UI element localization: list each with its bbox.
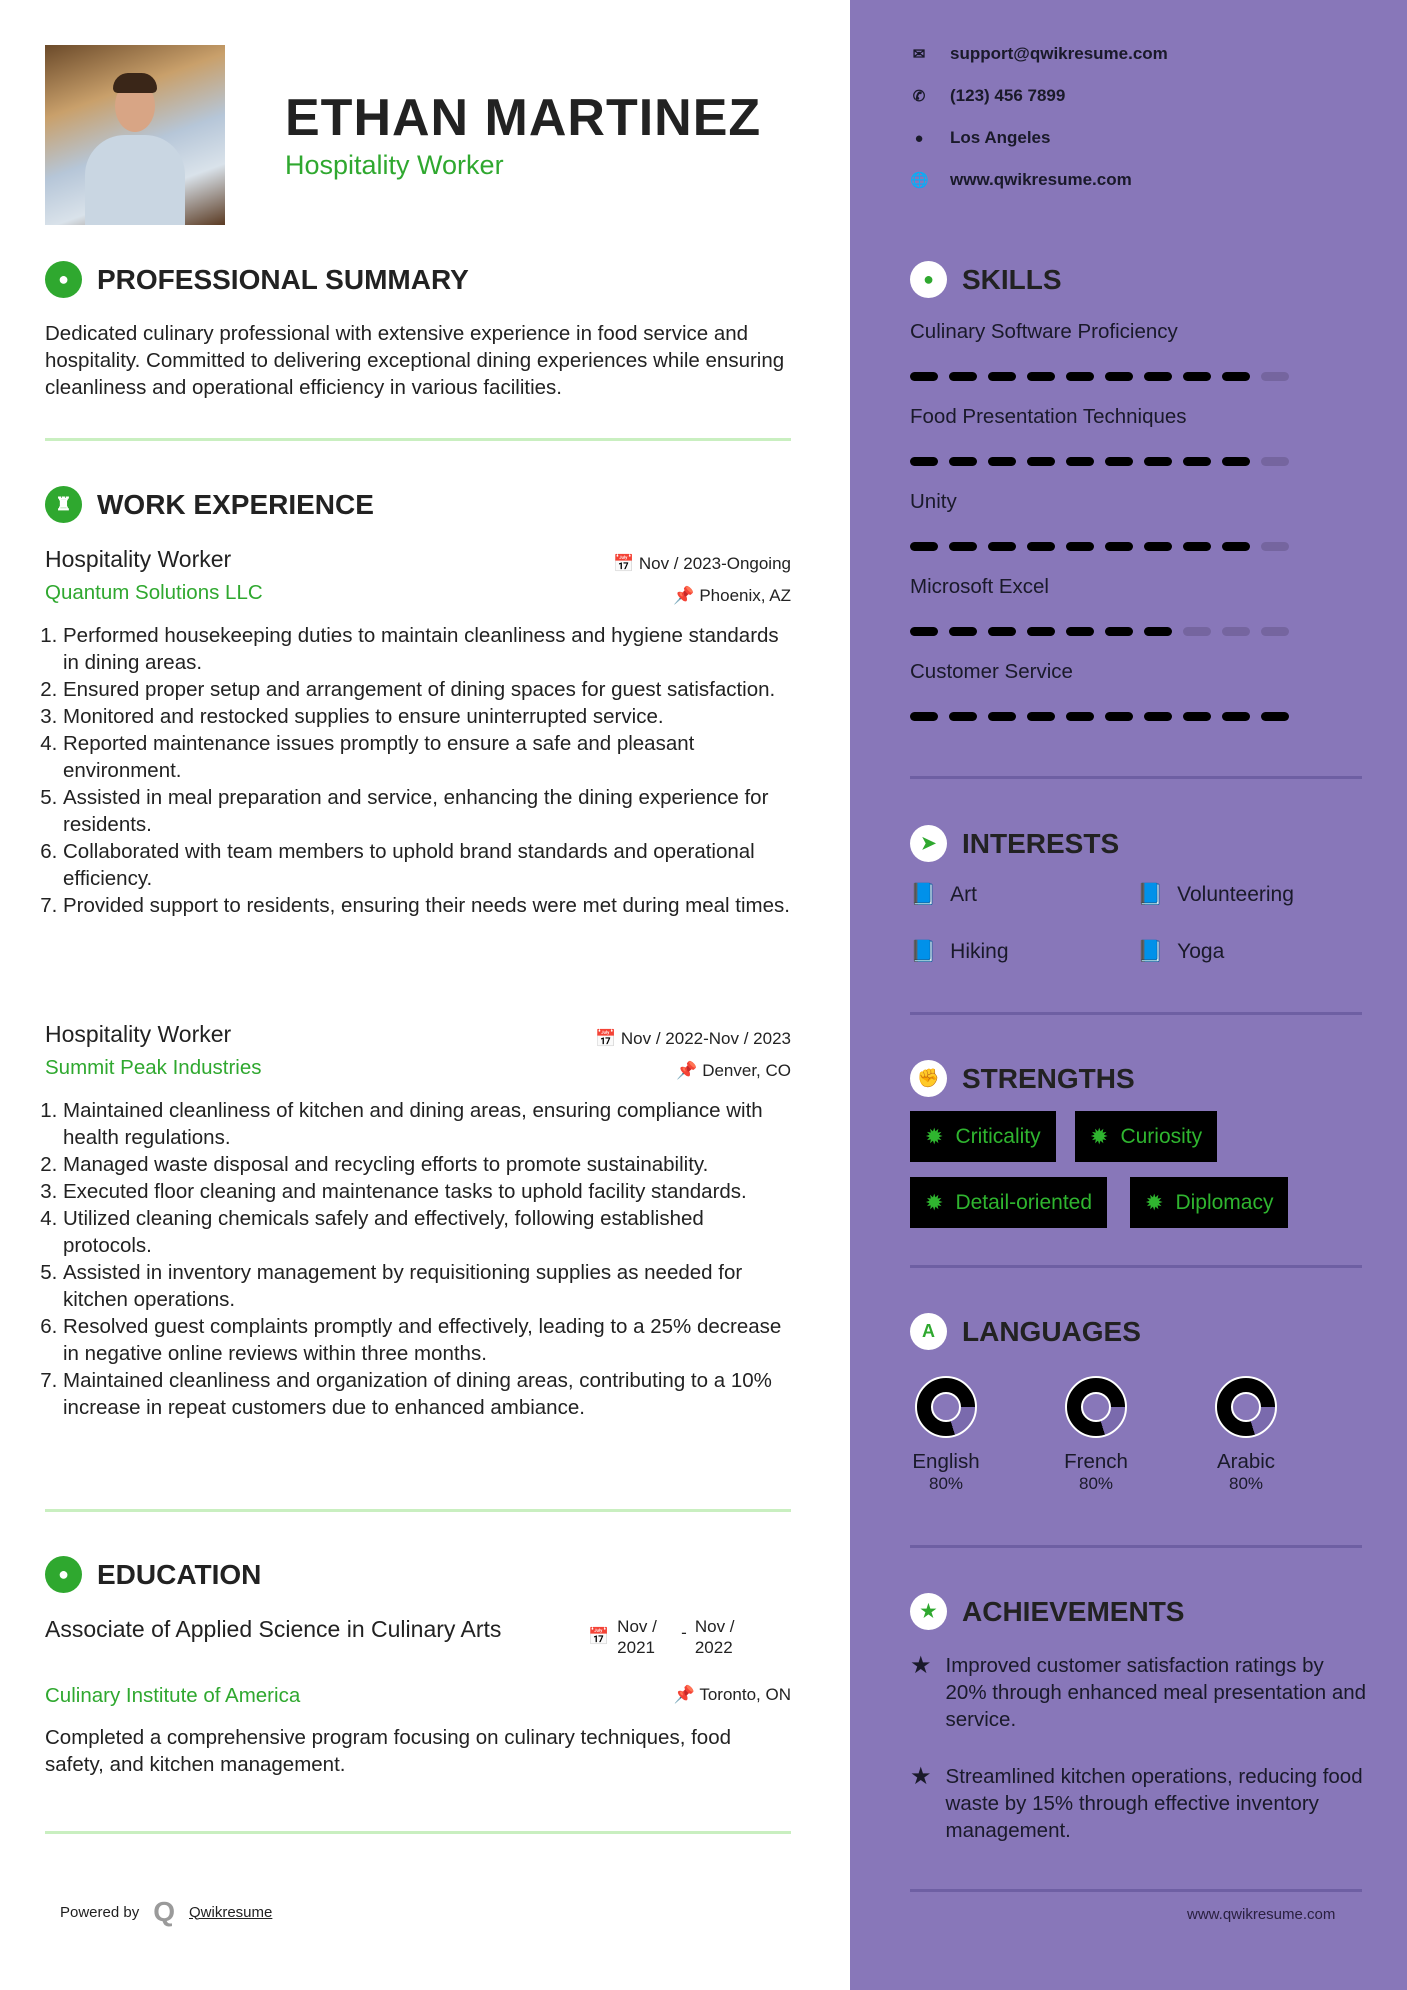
skill-segment [1261,712,1289,721]
interest-item [910,883,977,907]
interest-label: Art [950,883,977,906]
languages-heading-text: LANGUAGES [962,1315,1141,1347]
skill-segment [988,372,1016,381]
bullet: 1. Maintained cleanliness of kitchen and dining areas, ensuring compliance with health regulations. [63,1097,791,1151]
language-name: Arabic [1216,1450,1276,1473]
skill-segment [988,457,1016,466]
badge-icon: ✹ [1090,1123,1109,1149]
calendar-icon: 📅 [594,1029,617,1048]
summary-heading [45,261,469,298]
website-text[interactable]: www.qwikresume.com [950,170,1132,189]
skill-segment [1183,372,1211,381]
skills-list [910,320,1289,721]
skill-segment [1066,542,1094,551]
skill-segment [949,627,977,636]
star-icon: ★ [910,1763,932,1790]
powered-by [60,1896,272,1928]
divider [45,438,791,441]
lightbulb-icon: ● [910,261,947,298]
skill-segment [1027,457,1055,466]
education-description: Completed a comprehensive program focusing on culinary techniques, food safety, and kitchen management. [45,1726,731,1776]
divider [910,1545,1362,1548]
pin-icon: 📌 [676,1061,698,1080]
strength-label: Diplomacy [1175,1190,1274,1214]
skill-segment [1027,712,1055,721]
skill-item [910,660,1289,721]
language-name: English [912,1450,980,1473]
strength-tag [1075,1111,1217,1162]
sidebar [850,0,1407,1990]
skill-segment [1183,542,1211,551]
skill-segment [1027,542,1055,551]
skill-segment [988,712,1016,721]
degree: Associate of Applied Science in Culinary Arts [45,1616,502,1642]
skill-segment [1222,372,1250,381]
strength-label: Criticality [955,1124,1041,1148]
skill-segment [1066,712,1094,721]
interest-item [1137,940,1224,964]
work-heading [45,486,374,523]
job-dates [613,554,791,574]
skill-segment [1144,372,1172,381]
skill-segment [1105,712,1133,721]
skill-segment [949,542,977,551]
skill-name: Unity [910,490,957,513]
strengths-heading [910,1060,1135,1097]
language-donut [915,1376,977,1438]
skill-segment [1222,627,1250,636]
language-name: French [1064,1450,1128,1473]
skill-name: Culinary Software Proficiency [910,320,1178,343]
skill-segment [1066,627,1094,636]
language-percent: 80% [928,1474,964,1493]
map-pin-icon: ● [914,129,924,147]
strength-tag [910,1177,1107,1228]
job-dates-text: Nov / 2023-Ongoing [638,554,791,573]
start-date: Nov / 2021 [617,1617,657,1657]
strength-label: Detail-oriented [955,1190,1093,1214]
job-location [673,586,791,606]
education-heading-text: EDUCATION [97,1558,262,1590]
skill-item [910,490,1289,551]
education-location [674,1685,791,1705]
skill-level-bar [910,457,1289,466]
skill-segment [1261,542,1289,551]
book-icon: 📘 [910,940,937,963]
footer-website[interactable]: www.qwikresume.com [1187,1906,1336,1923]
skill-segment [1066,457,1094,466]
skill-segment [949,712,977,721]
chair-icon: ♜ [45,486,82,523]
skill-name: Microsoft Excel [910,575,1049,598]
language-percent: 80% [1228,1474,1264,1493]
achievement-item [910,1763,1370,1844]
book-icon: 📘 [1137,883,1164,906]
work-heading-text: WORK EXPERIENCE [97,488,374,520]
skill-segment [910,372,938,381]
bullet: 3. Executed floor cleaning and maintenance tasks to uphold facility standards. [63,1178,791,1205]
job-entry [45,546,791,919]
bullet: 5. Assisted in meal preparation and service, enhancing the dining experience for residents. [63,784,791,838]
bullet: 2. Managed waste disposal and recycling efforts to promote sustainability. [63,1151,791,1178]
interest-label: Volunteering [1177,883,1294,906]
bullet: 6. Collaborated with team members to uphold brand standards and operational efficiency. [63,838,791,892]
globe-icon: 🌐 [910,172,929,189]
paper-plane-icon: ➤ [910,825,947,862]
skill-segment [1144,712,1172,721]
languages-heading [910,1313,1141,1350]
graduate-icon: ● [45,1556,82,1593]
language-donut [1215,1376,1277,1438]
skill-item [910,405,1289,466]
end-date: Nov / 2022 [694,1617,735,1657]
contact-email [910,44,1168,64]
language-percent: 80% [1078,1474,1114,1493]
skill-level-bar [910,372,1289,381]
skill-segment [1222,712,1250,721]
skill-segment [1183,712,1211,721]
skill-segment [988,627,1016,636]
divider [45,1831,791,1834]
skill-level-bar [910,712,1289,721]
job-location [676,1061,791,1081]
skill-segment [1105,457,1133,466]
skill-level-bar [910,627,1289,636]
user-icon: ● [45,261,82,298]
job-company: Quantum Solutions LLC [45,581,263,604]
job-location-text: Denver, CO [702,1061,791,1080]
skill-segment [1261,627,1289,636]
skill-segment [1027,627,1055,636]
contact-location [910,128,1168,148]
interest-label: Hiking [950,940,1009,963]
bullet: 3. Monitored and restocked supplies to ensure uninterrupted service. [63,703,791,730]
skill-segment [1222,542,1250,551]
interests-heading [910,825,1119,862]
star-icon: ★ [910,1593,947,1630]
language-item [1196,1376,1296,1494]
skill-segment [1261,457,1289,466]
bullet: 6. Resolved guest complaints promptly and effectively, leading to a 25% decrease in negative online reviews within three months. [63,1313,791,1367]
job-entry [45,1021,791,1421]
phone-icon: ✆ [912,88,926,105]
education-dates [588,1616,741,1658]
strength-tag [1130,1177,1288,1228]
badge-icon: ✹ [925,1123,944,1149]
skill-segment [910,627,938,636]
summary-text: Dedicated culinary professional with extensive experience in food service and hospitality. Committed to delivering exceptional dining experiences while ensuring cleanliness and operational efficiency in various facilities. [45,322,785,399]
skill-segment [949,372,977,381]
qwikresume-logo-icon: Q [153,1896,175,1927]
divider [45,1509,791,1512]
job-bullets [45,1097,791,1421]
skills-heading-text: SKILLS [962,263,1062,295]
interest-label: Yoga [1177,940,1225,963]
skill-segment [910,542,938,551]
interests-heading-text: INTERESTS [962,827,1120,859]
powered-by-text: Powered by [60,1903,140,1921]
job-title: Hospitality Worker [45,1021,232,1047]
skill-segment [1144,457,1172,466]
skill-name: Customer Service [910,660,1073,683]
skill-segment [1105,372,1133,381]
school: Culinary Institute of America [45,1684,301,1707]
divider [910,1012,1362,1015]
languages-list [896,1376,1296,1494]
skill-segment [988,542,1016,551]
bullet: 7. Maintained cleanliness and organization of dining areas, contributing to a 10% increase in repeat customers due to enhanced ambiance. [63,1367,791,1421]
skill-segment [910,457,938,466]
candidate-name: ETHAN MARTINEZ [285,89,762,147]
skill-segment [1027,372,1055,381]
pin-icon: 📌 [673,1685,695,1704]
language-item [1046,1376,1146,1494]
divider [910,776,1362,779]
profile-photo [45,45,225,225]
fist-icon: ✊ [910,1060,947,1097]
star-icon: ★ [910,1652,932,1679]
email-text[interactable]: support@qwikresume.com [950,44,1168,63]
skill-segment [1183,457,1211,466]
location-text: Los Angeles [950,128,1051,147]
skill-item [910,575,1289,636]
skill-segment [1066,372,1094,381]
date-separator: - [681,1623,687,1642]
job-company: Summit Peak Industries [45,1056,262,1079]
skill-segment [1105,627,1133,636]
contact-website [910,170,1168,190]
book-icon: 📘 [1137,940,1164,963]
skill-segment [949,457,977,466]
skill-level-bar [910,542,1289,551]
strength-tag [910,1111,1056,1162]
bullet: 4. Reported maintenance issues promptly to ensure a safe and pleasant environment. [63,730,791,784]
bullet: 2. Ensured proper setup and arrangement of dining spaces for guest satisfaction. [63,676,791,703]
job-location-text: Phoenix, AZ [699,586,791,605]
skill-segment [1144,627,1172,636]
strengths-heading-text: STRENGTHS [962,1062,1135,1094]
strength-label: Curiosity [1120,1124,1203,1148]
achievement-text: Streamlined kitchen operations, reducing food waste by 15% through effective inventory management. [945,1765,1363,1842]
book-icon: 📘 [910,883,937,906]
skill-segment [1144,542,1172,551]
job-dates [595,1029,791,1049]
interest-item [910,940,1009,964]
education-heading [45,1556,261,1593]
achievement-item [910,1652,1370,1733]
skill-segment [1183,627,1211,636]
contact-list [910,44,1168,190]
envelope-icon: ✉ [912,46,926,63]
interest-item [1137,883,1294,907]
skill-segment [1261,372,1289,381]
job-dates-text: Nov / 2022-Nov / 2023 [620,1029,791,1048]
skills-heading [910,261,1062,298]
pin-icon: 📌 [673,586,695,605]
contact-phone [910,86,1168,106]
badge-icon: ✹ [1145,1189,1164,1215]
language-donut [1065,1376,1127,1438]
badge-icon: ✹ [925,1189,944,1215]
translate-icon: A [910,1313,947,1350]
bullet: 5. Assisted in inventory management by requisitioning supplies as needed for kitchen operations. [63,1259,791,1313]
skill-segment [1105,542,1133,551]
bullet: 4. Utilized cleaning chemicals safely and effectively, following established protocols. [63,1205,791,1259]
achievement-text: Improved customer satisfaction ratings by 20% through enhanced meal presentation and service. [945,1654,1367,1731]
job-title: Hospitality Worker [45,546,232,572]
calendar-icon: 📅 [612,554,635,573]
candidate-role: Hospitality Worker [285,150,504,180]
job-bullets [45,622,791,919]
education-location-text: Toronto, ON [699,1685,791,1704]
achievements-heading-text: ACHIEVEMENTS [962,1595,1185,1627]
phone-text: (123) 456 7899 [950,86,1066,105]
divider [910,1889,1362,1892]
achievements-heading [910,1593,1184,1630]
summary-heading-text: PROFESSIONAL SUMMARY [97,263,469,295]
calendar-icon: 📅 [588,1627,610,1646]
skill-name: Food Presentation Techniques [910,405,1187,428]
skill-segment [910,712,938,721]
language-item [896,1376,996,1494]
bullet: 7. Provided support to residents, ensuring their needs were met during meal times. [63,892,791,919]
skill-segment [1222,457,1250,466]
bullet: 1. Performed housekeeping duties to maintain cleanliness and hygiene standards in dining areas. [63,622,791,676]
qwikresume-link[interactable]: Qwikresume [189,1903,273,1921]
divider [910,1265,1362,1268]
skill-item [910,320,1289,381]
